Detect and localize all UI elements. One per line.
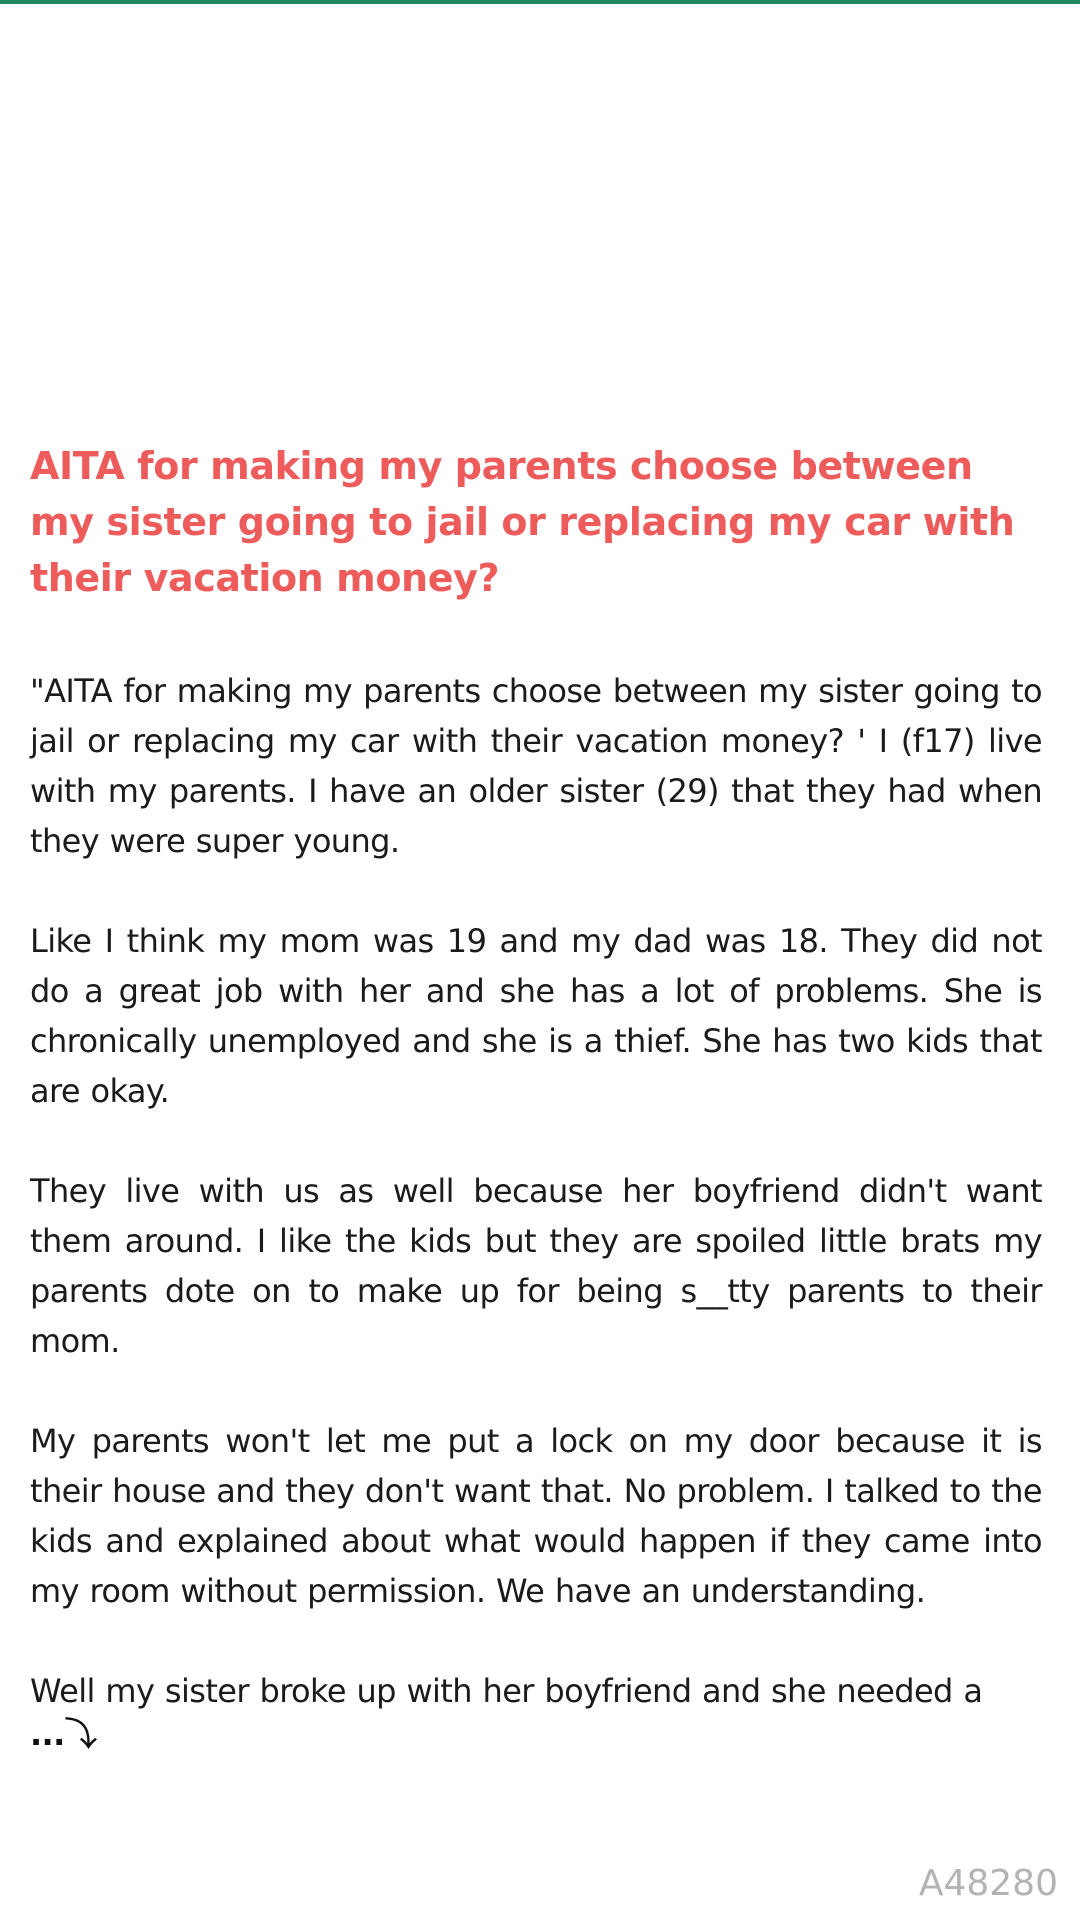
post-paragraph: Well my sister broke up with her boyfriend and she needed a xyxy=(30,1672,983,1710)
post-body xyxy=(30,666,1042,1754)
post-paragraph: Like I think my mom was 19 and my dad was 18. They did not do a great job with her and she has a lot of problems. She is chronically unemployed and she is a thief. She has two kids that are okay. xyxy=(30,922,1042,1110)
post-content xyxy=(30,438,1042,1754)
post-paragraph: My parents won't let me put a lock on my door because it is their house and they don't want that. No problem. I talked to the kids and explained about what would happen if they came into my room without permission. We have an understanding. xyxy=(30,1422,1042,1610)
top-accent-bar xyxy=(0,0,1080,4)
post-paragraph: They live with us as well because her boyfriend didn't want them around. I like the kids but they are spoiled little brats my parents dote on to make up for being s__tty parents to their mom. xyxy=(30,1172,1042,1360)
post-title: AITA for making my parents choose between my sister going to jail or replacing my car with their vacation money? xyxy=(30,444,1015,600)
post-paragraph: "AITA for making my parents choose between my sister going to jail or replacing my car with their vacation money? ' I (f17) live with my parents. I have an older sister (29) that they had when they were super young. xyxy=(30,672,1042,860)
read-more-arrow-icon[interactable]: ...⤵ xyxy=(30,1715,97,1753)
post-id-watermark: A48280 xyxy=(918,1863,1058,1904)
